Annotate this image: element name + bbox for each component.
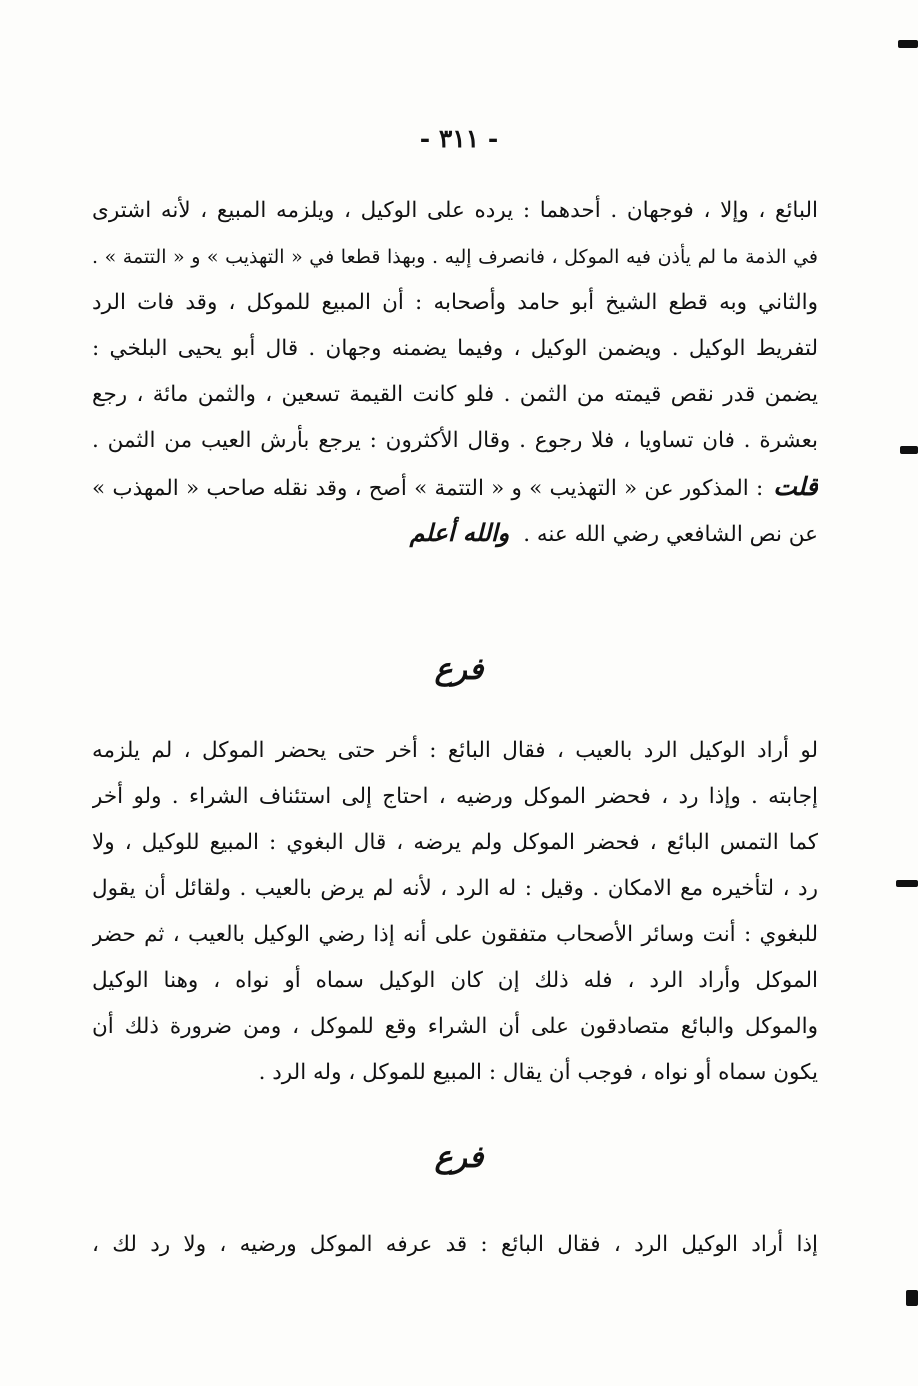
page-number: - ٣١١ - [419,124,499,153]
section-heading: فرع [434,1140,484,1175]
paragraph-3 [92,1222,818,1268]
qult-label: قلت [773,472,818,501]
text-line: يضمن قدر نقص قيمته من الثمن . فلو كانت القيمة تسعين ، والثمن مائة ، رجع [92,382,818,407]
paragraph-2 [92,728,818,1096]
text-line: في الذمة ما لم يأذن فيه الموكل ، فانصرف إليه . وبهذا قطعا في « التهذيب » و « التتمة » . [92,246,818,268]
text-line: رد ، لتأخيره مع الامكان . وقيل : له الرد ، لأنه لم يرض بالعيب . ولقائل أن يقول [92,876,818,901]
qult-line [92,464,818,510]
text-line: لو أراد الوكيل الرد بالعيب ، فقال البائع : أخر حتى يحضر الموكل ، لم يلزمه [92,738,818,763]
text-line: يكون سماه أو نواه ، فوجب أن يقال : المبيع للموكل ، وله الرد . [258,1060,818,1085]
text-line: لتفريط الوكيل . ويضمن الوكيل ، وفيما يضمنه وجهان . قال أبو يحيى البلخي : [92,336,818,361]
scan-edge-mark [906,1290,918,1306]
text-line: والثاني وبه قطع الشيخ أبو حامد وأصحابه : أن المبيع للموكل ، وقد فات الرد [92,290,818,315]
qult-text: : المذكور عن « التهذيب » و « التتمة » أصح ، وقد نقله صاحب « المهذب » [92,476,764,501]
text-line: الموكل وأراد الرد ، فله ذلك إن كان الوكيل سماه أو نواه ، وهنا الوكيل [92,968,818,993]
text-line: بعشرة . فان تساويا ، فلا رجوع . وقال الأكثرون : يرجع بأرش العيب من الثمن . [92,428,818,453]
text-line: للبغوي : أنت وسائر الأصحاب متفقون على أنه إذا رضي الوكيل بالعيب ، ثم حضر [92,922,818,947]
closing-formula: والله أعلم [409,518,510,547]
paragraph-1 [92,188,818,556]
text-line: إجابته . وإذا رد ، فحضر الموكل ورضيه ، احتاج إلى استئناف الشراء . ولو أخر [92,784,818,809]
section-heading: فرع [434,652,484,687]
closing-text: عن نص الشافعي رضي الله عنه . [523,522,818,547]
scan-edge-mark [900,446,918,454]
text-line: كما التمس البائع ، فحضر الموكل ولم يرضه ، قال البغوي : المبيع للوكيل ، ولا [92,830,818,855]
scan-edge-mark [896,880,918,887]
text-line [92,510,818,556]
text-line: إذا أراد الوكيل الرد ، فقال البائع : قد عرفه الموكل ورضيه ، ولا رد لك ، [92,1232,818,1257]
text-line: البائع ، وإلا ، فوجهان . أحدهما : يرده على الوكيل ، ويلزمه المبيع ، لأنه اشترى [92,198,818,223]
text-line: والموكل والبائع متصادقون على أن الشراء وقع للموكل ، ومن ضرورة ذلك أن [92,1014,818,1039]
scan-edge-mark [898,40,918,48]
